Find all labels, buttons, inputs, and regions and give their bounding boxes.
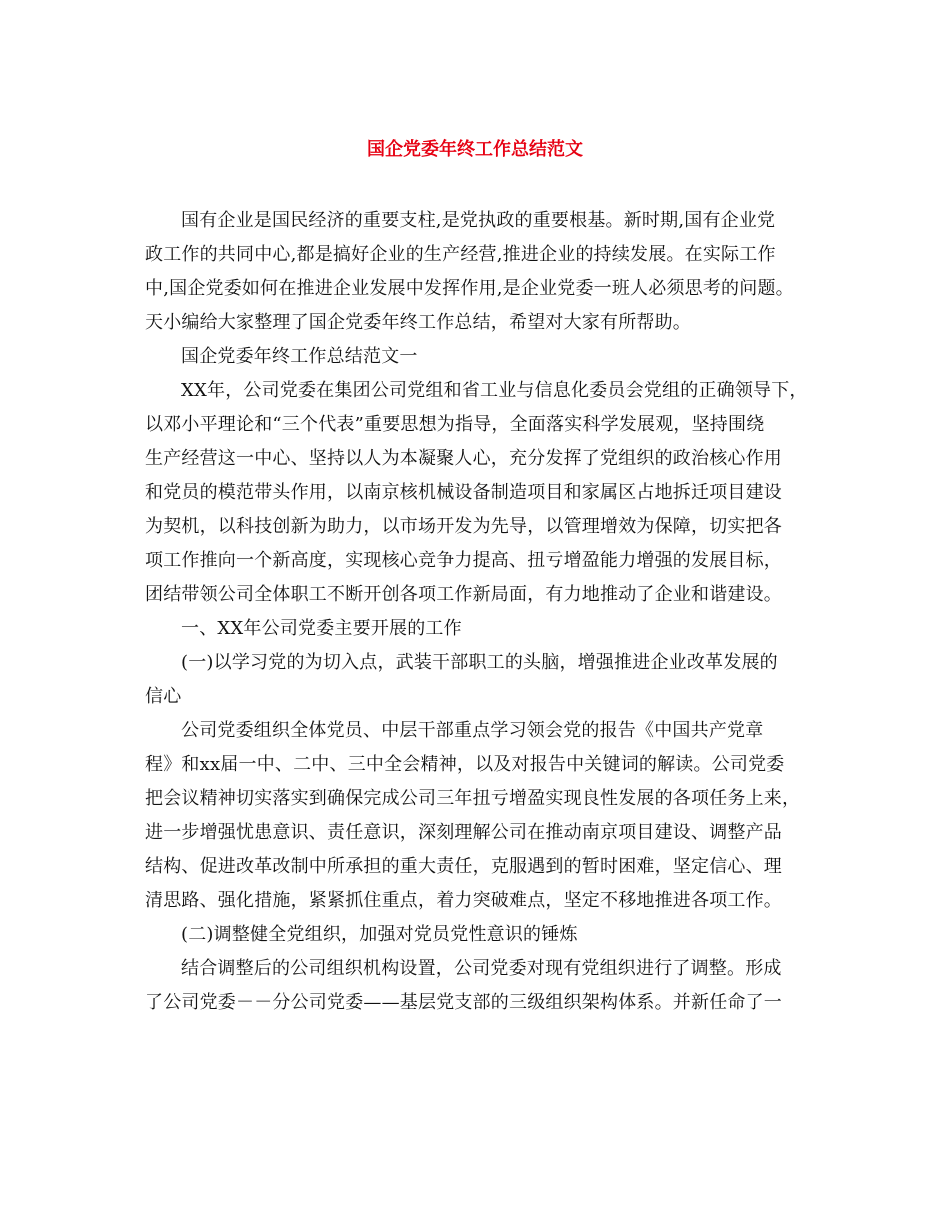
paragraph-line: 把会议精神切实落实到确保完成公司三年扭亏增盈实现良性发展的各项任务上来， (145, 788, 801, 809)
paragraph-line: 进一步增强忧患意识、责任意识，深刻理解公司在推动南京项目建设、调整产品 (145, 822, 782, 843)
subsection-heading: (二)调整健全党组织，加强对党员党性意识的锤炼 (181, 924, 578, 945)
paragraph-line: 清思路、强化措施，紧紧抓住重点，着力突破难点，坚定不移地推进各项工作。 (145, 890, 782, 911)
paragraph-line: 生产经营这一中心、坚持以人为本凝聚人心，充分发挥了党组织的政治核心作用 (145, 448, 782, 469)
subsection-heading: 信心 (145, 686, 182, 707)
subsection-heading: (一)以学习党的为切入点，武装干部职工的头脑，增强推进企业改革发展的 (181, 652, 778, 673)
paragraph-line: 和党员的模范带头作用，以南京核机械设备制造项目和家属区占地拆迁项目建设 (145, 482, 782, 503)
paragraph-line: 以邓小平理论和“三个代表”重要思想为指导，全面落实科学发展观，坚持围绕 (145, 414, 765, 435)
paragraph-line: 程》和xx届一中、二中、三中全会精神，以及对报告中关键词的解读。公司党委 (145, 754, 785, 775)
document-title: 国企党委年终工作总结范文 (367, 139, 583, 160)
document-body (145, 204, 808, 1020)
paragraph-line: 中,国企党委如何在推进企业发展中发挥作用,是企业党委一班人必须思考的问题。 (145, 278, 794, 299)
paragraph-line: 团结带领公司全体职工不断开创各项工作新局面，有力地推动了企业和谐建设。 (145, 584, 782, 605)
section-heading: 一、XX年公司党委主要开展的工作 (181, 618, 462, 639)
paragraph-line: 了公司党委－－分公司党委——基层党支部的三级组织架构体系。并新任命了一 (145, 992, 782, 1013)
paragraph-line: 政工作的共同中心,都是搞好企业的生产经营,推进企业的持续发展。在实际工作 (145, 244, 776, 265)
paragraph-line: XX年，公司党委在集团公司党组和省工业与信息化委员会党组的正确领导下， (181, 380, 808, 401)
paragraph-line: 项工作推向一个新高度，实现核心竞争力提高、扭亏增盈能力增强的发展目标， (145, 550, 782, 571)
paragraph-line: 结构、促进改革改制中所承担的重大责任，克服遇到的暂时困难，坚定信心、理 (145, 856, 782, 877)
paragraph-line: 国有企业是国民经济的重要支柱,是党执政的重要根基。新时期,国有企业党 (181, 210, 776, 231)
paragraph-line: 为契机，以科技创新为助力，以市场开发为先导，以管理增效为保障，切实把各 (145, 516, 782, 537)
paragraph-line: 结合调整后的公司组织机构设置，公司党委对现有党组织进行了调整。形成 (181, 958, 782, 979)
paragraph-line: 天小编给大家整理了国企党委年终工作总结，希望对大家有所帮助。 (145, 312, 691, 333)
paragraph-line: 公司党委组织全体党员、中层干部重点学习领会党的报告《中国共产党章 (181, 720, 764, 741)
section-heading: 国企党委年终工作总结范文一 (181, 346, 418, 367)
